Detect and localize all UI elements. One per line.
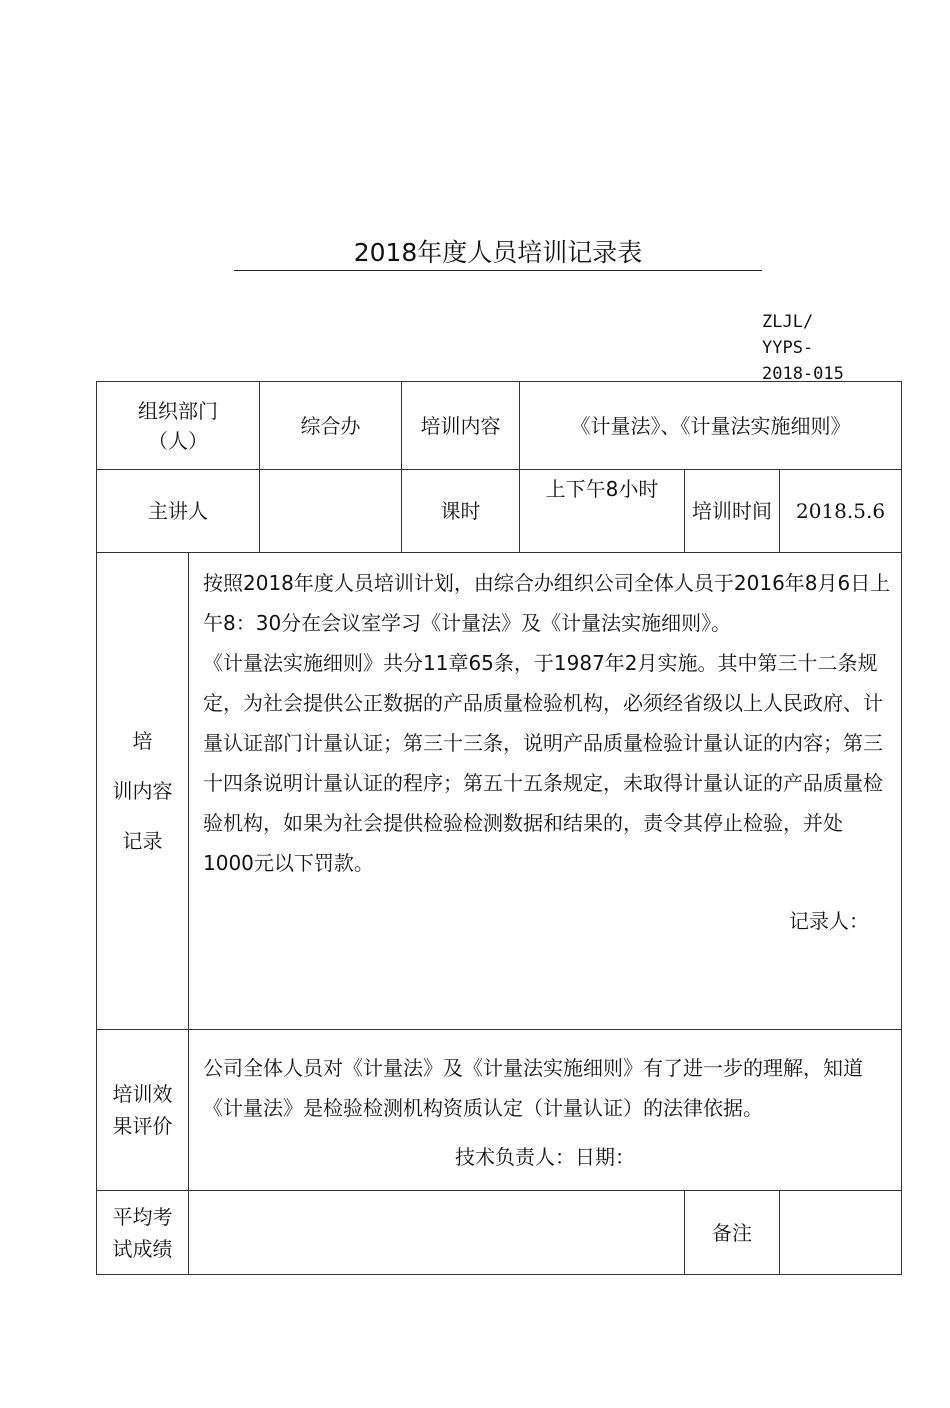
record-label (97, 553, 189, 1030)
evaluation-content (189, 1030, 902, 1191)
score-label-line: 平均考 (112, 1204, 173, 1229)
evaluation-text: 公司全体人员对《计量法》及《计量法实施细则》有了进一步的理解，知道《计量法》是检验检测机构资质认定（计量认证）的法律依据。 (203, 1056, 863, 1120)
hours-value: 上下午8小时 (520, 470, 685, 553)
score-label-line: 试成绩 (112, 1236, 173, 1261)
org-dept-label-line: （人） (148, 428, 208, 453)
speaker-label: 主讲人 (97, 470, 260, 553)
document-number (762, 309, 872, 387)
training-time-label: 培训时间 (685, 470, 780, 553)
document-number-line: ZLJL/ (762, 312, 814, 332)
training-record-table (96, 381, 902, 1275)
hours-label: 课时 (402, 470, 520, 553)
document-number-line: 2018-015 (762, 364, 844, 384)
evaluation-label-line: 培训效 (112, 1082, 173, 1106)
score-label (97, 1191, 189, 1275)
training-content-value: 《计量法》、《计量法实施细则》 (520, 382, 902, 470)
speaker-value (260, 470, 402, 553)
training-content-label: 培训内容 (402, 382, 520, 470)
org-dept-label-line: 组织部门 (138, 398, 218, 423)
remark-label: 备注 (685, 1191, 780, 1275)
record-label-line: 训内容 (112, 779, 173, 803)
title-underline (234, 270, 762, 271)
evaluation-label (97, 1030, 189, 1191)
record-label-line: 记录 (122, 829, 163, 853)
record-paragraph: 《计量法实施细则》共分11章65条，于1987年2月实施。其中第三十二条规定，为社会提供公正数据的产品质量检验机构，必须经省级以上人民政府、计量认证部门计量认证；第三十三条，说明产品质量检验计量认证的内容；第三十四条说明计量认证的程序；第五十五条规定，未取得计量认证的产品质量检验机构，如果为社会提供检验检测数据和结果的，责令其停止检验，并处1000元以下罚款。 (203, 651, 883, 875)
document-number-line: YYPS- (762, 338, 814, 358)
record-content (189, 553, 902, 1030)
record-paragraph: 按照2018年度人员培训计划，由综合办组织公司全体人员于2016年8月6日上午8：30分在会议室学习《计量法》及《计量法实施细则》。 (203, 571, 891, 635)
remark-value (780, 1191, 902, 1275)
org-dept-label (97, 382, 260, 470)
evaluation-label-line: 果评价 (112, 1114, 173, 1138)
record-label-line: 培 (132, 729, 153, 753)
evaluation-sign-label: 技术负责人：日期： (455, 1145, 636, 1169)
page-title: 2018年度人员培训记录表 (353, 238, 643, 267)
score-value (189, 1191, 685, 1275)
training-time-value: 2018.5.6 (780, 470, 902, 553)
org-dept-value: 综合办 (260, 382, 402, 470)
recorder-label: 记录人： (789, 909, 870, 933)
